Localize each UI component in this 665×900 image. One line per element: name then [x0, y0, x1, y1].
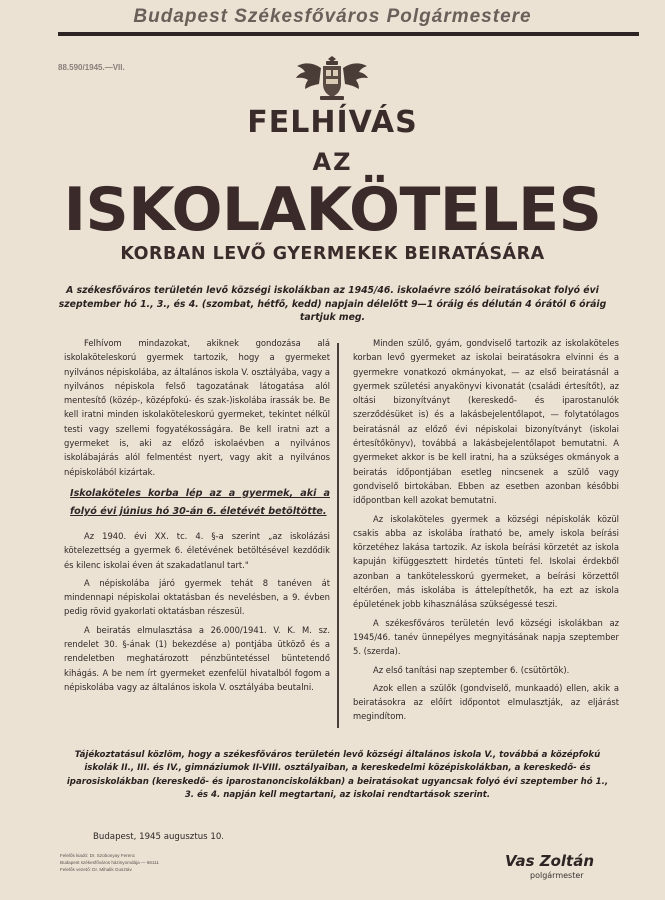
left-paragraph-1: Felhívom mindazokat, akiknek gondozása alá iskolaköteleskorú gyermek tartozik, hogy a gyermeket nyilvános népiskolába, az általános iskola V. osztályába, vagy a nyilvános népiskola felső tagozatának látogatása alól mentesítő (közép-, középfokú- és szak-)iskolába irassák be. Be kell iratni minden iskolaköteleskorú gyermeket, tekintet nélkül testi vagy szellemi fogyatékosságára. Be kell iratni azt a gyermeket is, aki az előző iskolaévben a nyilvános iskolábajárás alól felmentést nyert, vagy akit a nyilvános népiskolából kizártak. — [64, 338, 330, 477]
right-paragraph-2: Az iskolaköteles gyermek a községi népiskolák közül csakis abba az iskolába íratható be, amely iskola beírási körzetéhez lakása tartozik. Az iskola beírási körzetét az iskola kapuján kifüggesztett hirdetés tünteti fel. Iskolai érdekből azonban a tankötelesskorú gyermeket, a beírási körzettől eltérően, más iskolába is áttelepíthetők, ha ezt az iskola épületének jobb kihasználása szükségessé teszi. — [353, 513, 619, 610]
left-paragraph-3: A népiskolába járó gyermek tehát 8 tanéven át mindennapi népiskolai oktatásban és nevelésben, a 9. évben pedig rövid gyakorlati oktatásban részesül. — [64, 577, 330, 617]
printer-line-3: Felelős vezető: Dr. Mihalik Gusztáv — [60, 866, 132, 872]
right-column — [353, 336, 619, 728]
right-paragraph-5: Azok ellen a szülők (gondviselő, munkaadó) ellen, akik a beiratásokra az előírt időpontot elmulasztják, az eljárást megindítom. — [353, 682, 619, 722]
title-az: AZ — [312, 148, 353, 176]
title-main: ISKOLAKÖTELES — [63, 175, 602, 245]
printer-line-2: Budapest székesfőváros házinyomdája — 66111 — [60, 859, 159, 865]
intro-paragraph: A székesfőváros területén levő községi iskolákban az 1945/46. iskolaévre szóló beiratásokat folyó évi szeptember hó 1., 3., és 4. (szombat, hétfő, kedd) napjain délelőtt 9—1 óráig és délután 4 órától 6 óráig tartjuk meg. — [58, 285, 607, 323]
header-rule — [58, 32, 639, 36]
left-paragraph-2: Az 1940. évi XX. tc. 4. §-a szerint „az iskolázási kötelezettség a gyermek 6. életévének betöltésével kezdődik és kilenc iskolai éven át szakadatlanul tart." — [64, 530, 330, 570]
right-paragraph-4: Az első tanítási nap szeptember 6. (csütörtök). — [373, 664, 570, 675]
printer-line-1: Felelős kiadó: Dr. Szobonyay Ferenc — [60, 853, 136, 858]
issuing-authority: Budapest Székesfőváros Polgármestere — [133, 6, 532, 27]
closing-paragraph: Tájékoztatásul közlöm, hogy a székesfőváros területén levő községi általános iskola V., továbbá a középfokú iskolák II., III. és IV., gimnáziumok II-VIII. osztályaiban, a kereskedelmi középiskolákban, a kereskedő- és iparosiskolákban (kereskedő- és iparostanonciskolákban) a beiratásokat ugyancsak folyó évi szeptember hó 1., 3. és 4. napján kell megtartani, az iskolai rendtartások szerint. — [66, 750, 609, 801]
printer-imprint — [60, 853, 159, 873]
signature-name: Vas Zoltán — [505, 852, 595, 870]
date-line: Budapest, 1945 augusztus 10. — [93, 832, 225, 842]
title-felhivas: FELHÍVÁS — [247, 105, 418, 140]
title-subtitle: KORBAN LEVŐ GYERMEKEK BEIRATÁSÁRA — [120, 244, 545, 264]
right-paragraph-1: Minden szülő, gyám, gondviselő tartozik az iskolaköteles korban levő gyermeket az iskolai beiratásokra elvinni és a gyermekre vonatkozó okmányokat, — az első beiratásnál a gyermek születési anyakönyvi kivonatát (családi értesítőt), az oltási bizonyítványt (kereskedő- és iparostanulók szerződésüket is) és a lakásbejelentőlapot, — folytatólagos beiratásnál az előző évi népiskolai bizonyítványt (iskolai értesítőkönyv), továbbá a lakásbejelentőlapot bemutatni. A gyermeket akkor is be kell iratni, ha a szükséges okmányok a beiratás időpontjában esetleg nincsenek a szülő vagy gondviselő birtokában. Ebben az esetben azonban későbbi időpontban kell azokat bemutatni. — [353, 338, 619, 506]
left-column — [64, 336, 330, 698]
coat-of-arms-icon — [292, 54, 372, 104]
column-divider — [337, 343, 339, 728]
reference-number: 88.590/1945.—VII. — [58, 63, 125, 72]
left-emphasis: Iskolaköteles korba lép az a gyermek, aki a folyó évi június hó 30-án 6. életévét betöltötte. — [70, 487, 330, 517]
left-paragraph-4: A beiratás elmulasztása a 26.000/1941. V. K. M. sz. rendelet 30. §-ának (1) bekezdése a) pontjába ütköző és a rendeletben meghatározott pénzbüntetéssel büntetendő kihágás. A be nem írt gyermeket ezenfelül hivatalból fogom a népiskolába vagy az általános iskola V. osztályába beutalni. — [64, 624, 330, 692]
signature-title: polgármester — [530, 871, 584, 880]
right-paragraph-3: A székesfőváros területén levő községi iskolákban az 1945/46. tanév ünnepélyes megnyitásának napja szeptember 5. (szerda). — [353, 617, 619, 657]
